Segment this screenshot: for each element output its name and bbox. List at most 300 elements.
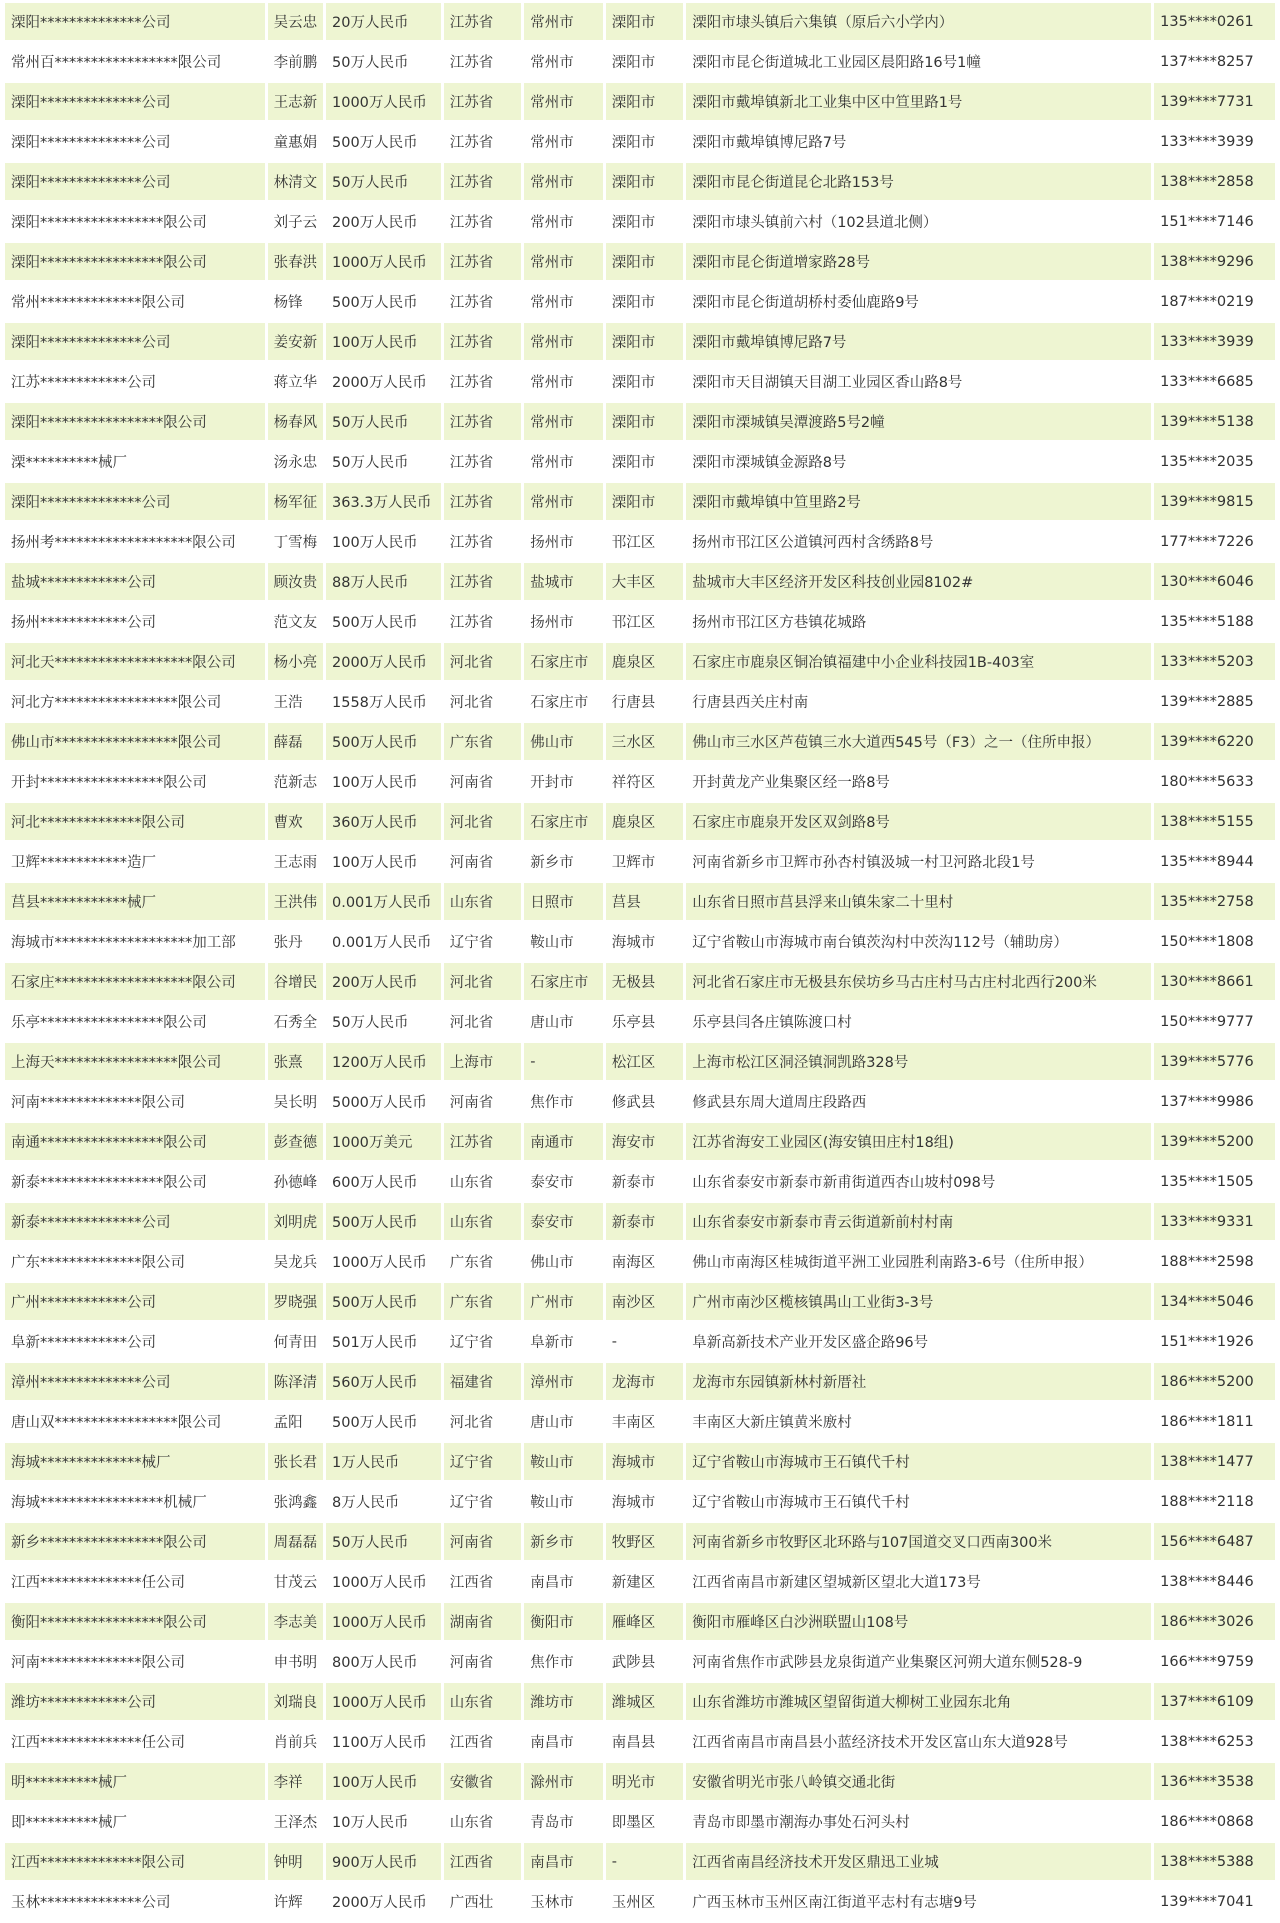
address-cell: 行唐县西关庄村南 [686, 683, 1151, 720]
registered-capital-cell: 900万人民币 [326, 1843, 441, 1880]
city-cell: 石家庄市 [524, 963, 603, 1000]
legal-person-cell: 范新志 [268, 763, 323, 800]
city-cell: 焦作市 [524, 1083, 603, 1120]
province-cell: 江苏省 [444, 603, 521, 640]
company-name-cell: 佛山市*****************限公司 [5, 723, 265, 760]
table-row [5, 963, 1275, 1000]
table-row [5, 1163, 1275, 1200]
company-name-cell: 溧阳*****************限公司 [5, 243, 265, 280]
address-cell: 溧阳市埭头镇后六集镇（原后六小学内） [686, 3, 1151, 40]
province-cell: 江苏省 [444, 483, 521, 520]
address-cell: 溧阳市昆仑街道昆仑北路153号 [686, 163, 1151, 200]
phone-cell: 136****3538 [1154, 1763, 1275, 1800]
phone-cell: 137****8257 [1154, 43, 1275, 80]
province-cell: 江西省 [444, 1563, 521, 1600]
city-cell: 常州市 [524, 443, 603, 480]
province-cell: 辽宁省 [444, 1483, 521, 1520]
legal-person-cell: 吴云忠 [268, 3, 323, 40]
registered-capital-cell: 100万人民币 [326, 763, 441, 800]
city-cell: 常州市 [524, 123, 603, 160]
address-cell: 扬州市邗江区方巷镇花城路 [686, 603, 1151, 640]
legal-person-cell: 张长君 [268, 1443, 323, 1480]
phone-cell: 133****6685 [1154, 363, 1275, 400]
address-cell: 广西玉林市玉州区南江街道平志村有志塘9号 [686, 1883, 1151, 1920]
legal-person-cell: 刘瑞良 [268, 1683, 323, 1720]
registered-capital-cell: 1200万人民币 [326, 1043, 441, 1080]
phone-cell: 138****8446 [1154, 1563, 1275, 1600]
phone-cell: 130****6046 [1154, 563, 1275, 600]
phone-cell: 135****5188 [1154, 603, 1275, 640]
address-cell: 河南省焦作市武陟县龙泉街道产业集聚区河朔大道东侧528-9 [686, 1643, 1151, 1680]
district-cell: 鹿泉区 [606, 803, 683, 840]
legal-person-cell: 杨小亮 [268, 643, 323, 680]
registered-capital-cell: 1000万人民币 [326, 243, 441, 280]
legal-person-cell: 范文友 [268, 603, 323, 640]
registered-capital-cell: 1558万人民币 [326, 683, 441, 720]
district-cell: 溧阳市 [606, 83, 683, 120]
company-name-cell: 河北方*****************限公司 [5, 683, 265, 720]
district-cell: 玉州区 [606, 1883, 683, 1920]
company-name-cell: 上海天*****************限公司 [5, 1043, 265, 1080]
company-name-cell: 开封*****************限公司 [5, 763, 265, 800]
address-cell: 修武县东周大道周庄段路西 [686, 1083, 1151, 1120]
city-cell: 唐山市 [524, 1003, 603, 1040]
phone-cell: 150****1808 [1154, 923, 1275, 960]
phone-cell: 186****0868 [1154, 1803, 1275, 1840]
company-name-cell: 新泰**************公司 [5, 1203, 265, 1240]
province-cell: 山东省 [444, 1683, 521, 1720]
registered-capital-cell: 1万人民币 [326, 1443, 441, 1480]
province-cell: 河北省 [444, 803, 521, 840]
city-cell: 泰安市 [524, 1203, 603, 1240]
district-cell: 溧阳市 [606, 243, 683, 280]
district-cell: 丰南区 [606, 1403, 683, 1440]
legal-person-cell: 李志美 [268, 1603, 323, 1640]
table-row [5, 1723, 1275, 1760]
province-cell: 辽宁省 [444, 1443, 521, 1480]
legal-person-cell: 甘茂云 [268, 1563, 323, 1600]
table-row [5, 563, 1275, 600]
registered-capital-cell: 200万人民币 [326, 203, 441, 240]
table-row [5, 1203, 1275, 1240]
registered-capital-cell: 500万人民币 [326, 1203, 441, 1240]
province-cell: 山东省 [444, 883, 521, 920]
phone-cell: 180****5633 [1154, 763, 1275, 800]
company-name-cell: 唐山双*****************限公司 [5, 1403, 265, 1440]
registered-capital-cell: 88万人民币 [326, 563, 441, 600]
registered-capital-cell: 5000万人民币 [326, 1083, 441, 1120]
company-name-cell: 广州************公司 [5, 1283, 265, 1320]
registered-capital-cell: 200万人民币 [326, 963, 441, 1000]
registered-capital-cell: 50万人民币 [326, 1523, 441, 1560]
legal-person-cell: 吴长明 [268, 1083, 323, 1120]
address-cell: 石家庄市鹿泉开发区双剑路8号 [686, 803, 1151, 840]
phone-cell: 133****5203 [1154, 643, 1275, 680]
table-row [5, 1643, 1275, 1680]
table-row [5, 1083, 1275, 1120]
legal-person-cell: 童惠娟 [268, 123, 323, 160]
address-cell: 河北省石家庄市无极县东侯坊乡马古庄村马古庄村北西行200米 [686, 963, 1151, 1000]
address-cell: 江苏省海安工业园区(海安镇田庄村18组) [686, 1123, 1151, 1160]
legal-person-cell: 许辉 [268, 1883, 323, 1920]
address-cell: 佛山市南海区桂城街道平洲工业园胜利南路3-6号（住所申报） [686, 1243, 1151, 1280]
city-cell: 唐山市 [524, 1403, 603, 1440]
company-name-cell: 常州百*****************限公司 [5, 43, 265, 80]
district-cell: 溧阳市 [606, 323, 683, 360]
phone-cell: 138****2858 [1154, 163, 1275, 200]
district-cell: 潍城区 [606, 1683, 683, 1720]
registered-capital-cell: 50万人民币 [326, 443, 441, 480]
district-cell: 溧阳市 [606, 283, 683, 320]
registered-capital-cell: 100万人民币 [326, 323, 441, 360]
address-cell: 青岛市即墨市潮海办事处石河头村 [686, 1803, 1151, 1840]
legal-person-cell: 刘明虎 [268, 1203, 323, 1240]
registered-capital-cell: 600万人民币 [326, 1163, 441, 1200]
legal-person-cell: 陈泽清 [268, 1363, 323, 1400]
address-cell: 石家庄市鹿泉区铜冶镇福建中小企业科技园1B-403室 [686, 643, 1151, 680]
district-cell: 大丰区 [606, 563, 683, 600]
company-name-cell: 溧阳**************公司 [5, 83, 265, 120]
address-cell: 河南省新乡市卫辉市孙杏村镇汲城一村卫河路北段1号 [686, 843, 1151, 880]
table-row [5, 1243, 1275, 1280]
phone-cell: 135****1505 [1154, 1163, 1275, 1200]
district-cell: 祥符区 [606, 763, 683, 800]
table-row [5, 1443, 1275, 1480]
phone-cell: 138****5388 [1154, 1843, 1275, 1880]
company-table [2, 0, 1278, 1923]
phone-cell: 133****3939 [1154, 123, 1275, 160]
address-cell: 江西省南昌经济技术开发区鼎迅工业城 [686, 1843, 1151, 1880]
address-cell: 乐亭县闫各庄镇陈渡口村 [686, 1003, 1151, 1040]
city-cell: 衡阳市 [524, 1603, 603, 1640]
legal-person-cell: 张鸿鑫 [268, 1483, 323, 1520]
company-name-cell: 溧阳**************公司 [5, 123, 265, 160]
province-cell: 山东省 [444, 1163, 521, 1200]
phone-cell: 139****5138 [1154, 403, 1275, 440]
province-cell: 山东省 [444, 1803, 521, 1840]
registered-capital-cell: 1000万人民币 [326, 1603, 441, 1640]
legal-person-cell: 姜安新 [268, 323, 323, 360]
registered-capital-cell: 0.001万人民币 [326, 923, 441, 960]
table-row [5, 1483, 1275, 1520]
province-cell: 江西省 [444, 1843, 521, 1880]
table-row [5, 523, 1275, 560]
phone-cell: 135****2758 [1154, 883, 1275, 920]
registered-capital-cell: 560万人民币 [326, 1363, 441, 1400]
registered-capital-cell: 50万人民币 [326, 1003, 441, 1040]
legal-person-cell: 申书明 [268, 1643, 323, 1680]
legal-person-cell: 丁雪梅 [268, 523, 323, 560]
table-row [5, 243, 1275, 280]
phone-cell: 135****8944 [1154, 843, 1275, 880]
company-name-cell: 莒县************械厂 [5, 883, 265, 920]
phone-cell: 138****1477 [1154, 1443, 1275, 1480]
district-cell: 溧阳市 [606, 123, 683, 160]
table-row [5, 1003, 1275, 1040]
city-cell: 滁州市 [524, 1763, 603, 1800]
table-row [5, 1523, 1275, 1560]
phone-cell: 135****0261 [1154, 3, 1275, 40]
legal-person-cell: 吴龙兵 [268, 1243, 323, 1280]
phone-cell: 186****5200 [1154, 1363, 1275, 1400]
address-cell: 丰南区大新庄镇黄米廒村 [686, 1403, 1151, 1440]
table-row [5, 1123, 1275, 1160]
phone-cell: 138****5155 [1154, 803, 1275, 840]
city-cell: 常州市 [524, 203, 603, 240]
table-row [5, 443, 1275, 480]
legal-person-cell: 王泽杰 [268, 1803, 323, 1840]
city-cell: 鞍山市 [524, 923, 603, 960]
company-name-cell: 盐城************公司 [5, 563, 265, 600]
legal-person-cell: 林清文 [268, 163, 323, 200]
company-name-cell: 溧阳**************公司 [5, 163, 265, 200]
table-row [5, 323, 1275, 360]
phone-cell: 134****5046 [1154, 1283, 1275, 1320]
district-cell: 三水区 [606, 723, 683, 760]
registered-capital-cell: 100万人民币 [326, 523, 441, 560]
company-name-cell: 阜新************公司 [5, 1323, 265, 1360]
district-cell: 邗江区 [606, 603, 683, 640]
phone-cell: 139****5776 [1154, 1043, 1275, 1080]
address-cell: 溧阳市戴埠镇博尼路7号 [686, 123, 1151, 160]
district-cell: 明光市 [606, 1763, 683, 1800]
district-cell: 乐亭县 [606, 1003, 683, 1040]
province-cell: 江苏省 [444, 323, 521, 360]
district-cell: 溧阳市 [606, 163, 683, 200]
address-cell: 溧阳市埭头镇前六村（102县道北侧） [686, 203, 1151, 240]
phone-cell: 139****7041 [1154, 1883, 1275, 1920]
registered-capital-cell: 1000万人民币 [326, 1563, 441, 1600]
phone-cell: 150****9777 [1154, 1003, 1275, 1040]
province-cell: 江西省 [444, 1723, 521, 1760]
company-name-cell: 江西**************任公司 [5, 1723, 265, 1760]
legal-person-cell: 李前鹏 [268, 43, 323, 80]
city-cell: 佛山市 [524, 1243, 603, 1280]
table-row [5, 1563, 1275, 1600]
city-cell: - [524, 1043, 603, 1080]
company-name-cell: 石家庄*******************限公司 [5, 963, 265, 1000]
registered-capital-cell: 501万人民币 [326, 1323, 441, 1360]
company-name-cell: 河南**************限公司 [5, 1083, 265, 1120]
address-cell: 辽宁省鞍山市海城市王石镇代千村 [686, 1443, 1151, 1480]
company-name-cell: 即**********械厂 [5, 1803, 265, 1840]
city-cell: 鞍山市 [524, 1483, 603, 1520]
registered-capital-cell: 1000万人民币 [326, 1683, 441, 1720]
company-name-cell: 广东**************限公司 [5, 1243, 265, 1280]
table-row [5, 203, 1275, 240]
company-name-cell: 卫辉************造厂 [5, 843, 265, 880]
address-cell: 溧阳市戴埠镇博尼路7号 [686, 323, 1151, 360]
address-cell: 河南省新乡市牧野区北环路与107国道交叉口西南300米 [686, 1523, 1151, 1560]
company-name-cell: 扬州************公司 [5, 603, 265, 640]
table-row [5, 1883, 1275, 1920]
company-name-cell: 潍坊************公司 [5, 1683, 265, 1720]
province-cell: 江苏省 [444, 283, 521, 320]
district-cell: 海安市 [606, 1123, 683, 1160]
province-cell: 江苏省 [444, 563, 521, 600]
company-name-cell: 河南**************限公司 [5, 1643, 265, 1680]
phone-cell: 137****6109 [1154, 1683, 1275, 1720]
district-cell: 无极县 [606, 963, 683, 1000]
district-cell: 溧阳市 [606, 363, 683, 400]
registered-capital-cell: 50万人民币 [326, 403, 441, 440]
district-cell: 新泰市 [606, 1203, 683, 1240]
city-cell: 泰安市 [524, 1163, 603, 1200]
legal-person-cell: 蒋立华 [268, 363, 323, 400]
address-cell: 山东省日照市莒县浮来山镇朱家二十里村 [686, 883, 1151, 920]
table-row [5, 1763, 1275, 1800]
province-cell: 河北省 [444, 1403, 521, 1440]
table-row [5, 923, 1275, 960]
district-cell: 即墨区 [606, 1803, 683, 1840]
phone-cell: 139****2885 [1154, 683, 1275, 720]
phone-cell: 138****9296 [1154, 243, 1275, 280]
table-row [5, 763, 1275, 800]
legal-person-cell: 李祥 [268, 1763, 323, 1800]
legal-person-cell: 薛磊 [268, 723, 323, 760]
district-cell: 南海区 [606, 1243, 683, 1280]
company-name-cell: 溧阳**************公司 [5, 323, 265, 360]
district-cell: 南昌县 [606, 1723, 683, 1760]
city-cell: 扬州市 [524, 523, 603, 560]
district-cell: 牧野区 [606, 1523, 683, 1560]
phone-cell: 186****1811 [1154, 1403, 1275, 1440]
address-cell: 阜新高新技术产业开发区盛企路96号 [686, 1323, 1151, 1360]
table-row [5, 1363, 1275, 1400]
city-cell: 盐城市 [524, 563, 603, 600]
registered-capital-cell: 50万人民币 [326, 43, 441, 80]
company-name-cell: 江西**************限公司 [5, 1843, 265, 1880]
address-cell: 溧阳市戴埠镇新北工业集中区中笪里路1号 [686, 83, 1151, 120]
company-name-cell: 衡阳*****************限公司 [5, 1603, 265, 1640]
district-cell: 海城市 [606, 923, 683, 960]
address-cell: 山东省潍坊市潍城区望留街道大柳树工业园东北角 [686, 1683, 1151, 1720]
phone-cell: 133****9331 [1154, 1203, 1275, 1240]
registered-capital-cell: 500万人民币 [326, 603, 441, 640]
province-cell: 江苏省 [444, 43, 521, 80]
province-cell: 广东省 [444, 1283, 521, 1320]
phone-cell: 187****0219 [1154, 283, 1275, 320]
province-cell: 河南省 [444, 763, 521, 800]
company-name-cell: 海城市*******************加工部 [5, 923, 265, 960]
province-cell: 江苏省 [444, 123, 521, 160]
city-cell: 焦作市 [524, 1643, 603, 1680]
table-row [5, 723, 1275, 760]
legal-person-cell: 杨军征 [268, 483, 323, 520]
table-row [5, 683, 1275, 720]
legal-person-cell: 王志雨 [268, 843, 323, 880]
city-cell: 玉林市 [524, 1883, 603, 1920]
table-row [5, 43, 1275, 80]
city-cell: 佛山市 [524, 723, 603, 760]
phone-cell: 139****5200 [1154, 1123, 1275, 1160]
city-cell: 石家庄市 [524, 683, 603, 720]
company-name-cell: 溧阳*****************限公司 [5, 403, 265, 440]
city-cell: 常州市 [524, 163, 603, 200]
company-table-body [5, 3, 1275, 1920]
province-cell: 江苏省 [444, 523, 521, 560]
province-cell: 河北省 [444, 643, 521, 680]
province-cell: 辽宁省 [444, 1323, 521, 1360]
address-cell: 山东省泰安市新泰市新甫街道西杏山坡村098号 [686, 1163, 1151, 1200]
city-cell: 常州市 [524, 83, 603, 120]
address-cell: 溧阳市昆仑街道胡桥村委仙鹿路9号 [686, 283, 1151, 320]
registered-capital-cell: 50万人民币 [326, 163, 441, 200]
city-cell: 扬州市 [524, 603, 603, 640]
province-cell: 广东省 [444, 1243, 521, 1280]
registered-capital-cell: 500万人民币 [326, 723, 441, 760]
table-row [5, 803, 1275, 840]
legal-person-cell: 孟阳 [268, 1403, 323, 1440]
city-cell: 鞍山市 [524, 1443, 603, 1480]
registered-capital-cell: 20万人民币 [326, 3, 441, 40]
city-cell: 常州市 [524, 43, 603, 80]
company-name-cell: 扬州考*******************限公司 [5, 523, 265, 560]
table-row [5, 283, 1275, 320]
phone-cell: 139****9815 [1154, 483, 1275, 520]
district-cell: 溧阳市 [606, 43, 683, 80]
province-cell: 广西壮 [444, 1883, 521, 1920]
city-cell: 开封市 [524, 763, 603, 800]
province-cell: 江苏省 [444, 403, 521, 440]
legal-person-cell: 张熹 [268, 1043, 323, 1080]
phone-cell: 188****2598 [1154, 1243, 1275, 1280]
legal-person-cell: 孙德峰 [268, 1163, 323, 1200]
province-cell: 上海市 [444, 1043, 521, 1080]
table-row [5, 1843, 1275, 1880]
company-name-cell: 河北天*******************限公司 [5, 643, 265, 680]
registered-capital-cell: 1000万美元 [326, 1123, 441, 1160]
legal-person-cell: 彭查德 [268, 1123, 323, 1160]
legal-person-cell: 何青田 [268, 1323, 323, 1360]
province-cell: 江苏省 [444, 443, 521, 480]
phone-cell: 139****7731 [1154, 83, 1275, 120]
table-row [5, 843, 1275, 880]
district-cell: 卫辉市 [606, 843, 683, 880]
district-cell: - [606, 1843, 683, 1880]
company-name-cell: 漳州**************公司 [5, 1363, 265, 1400]
district-cell: 鹿泉区 [606, 643, 683, 680]
address-cell: 佛山市三水区芦苞镇三水大道西545号（F3）之一（住所申报） [686, 723, 1151, 760]
district-cell: 雁峰区 [606, 1603, 683, 1640]
phone-cell: 177****7226 [1154, 523, 1275, 560]
address-cell: 安徽省明光市张八岭镇交通北街 [686, 1763, 1151, 1800]
phone-cell: 137****9986 [1154, 1083, 1275, 1120]
company-name-cell: 海城*****************机械厂 [5, 1483, 265, 1520]
address-cell: 扬州市邗江区公道镇河西村含绣路8号 [686, 523, 1151, 560]
table-row [5, 603, 1275, 640]
company-name-cell: 海城**************械厂 [5, 1443, 265, 1480]
company-name-cell: 江西**************任公司 [5, 1563, 265, 1600]
address-cell: 龙海市东园镇新林村新厝社 [686, 1363, 1151, 1400]
district-cell: 南沙区 [606, 1283, 683, 1320]
district-cell: 松江区 [606, 1043, 683, 1080]
table-row [5, 3, 1275, 40]
table-row [5, 123, 1275, 160]
company-name-cell: 常州**************限公司 [5, 283, 265, 320]
registered-capital-cell: 500万人民币 [326, 283, 441, 320]
address-cell: 山东省泰安市新泰市青云街道新前村村南 [686, 1203, 1151, 1240]
company-name-cell: 河北**************限公司 [5, 803, 265, 840]
district-cell: 新建区 [606, 1563, 683, 1600]
legal-person-cell: 王浩 [268, 683, 323, 720]
address-cell: 辽宁省鞍山市海城市王石镇代千村 [686, 1483, 1151, 1520]
province-cell: 江苏省 [444, 1123, 521, 1160]
city-cell: 日照市 [524, 883, 603, 920]
city-cell: 常州市 [524, 363, 603, 400]
phone-cell: 156****6487 [1154, 1523, 1275, 1560]
city-cell: 石家庄市 [524, 803, 603, 840]
